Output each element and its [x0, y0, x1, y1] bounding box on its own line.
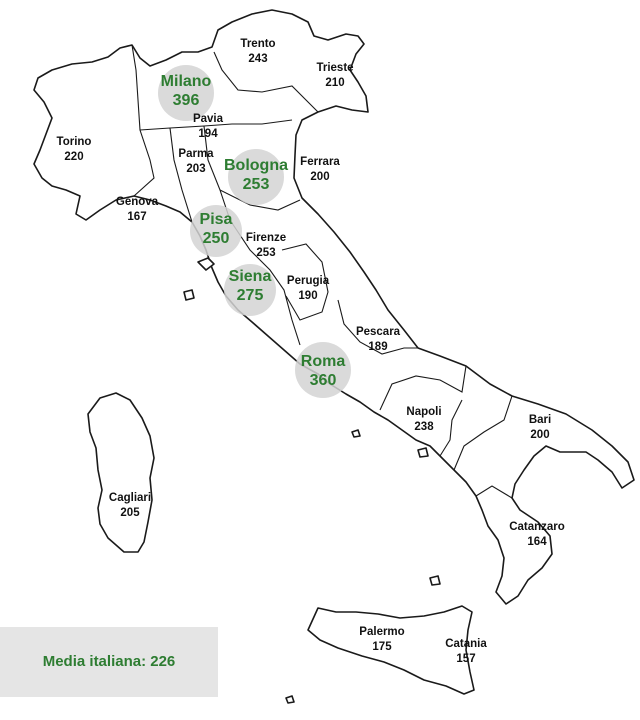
city-label-parma: Parma 203 — [178, 148, 214, 175]
city-label-napoli: Napoli 238 — [406, 406, 442, 433]
city-label-bologna: Bologna 253 — [224, 157, 288, 193]
city-label-milano: Milano 396 — [160, 73, 212, 109]
city-label-siena: Siena 275 — [228, 268, 272, 304]
small-island — [418, 448, 428, 457]
city-label-ferrara: Ferrara 200 — [300, 156, 340, 183]
city-label-pescara: Pescara 189 — [355, 326, 401, 353]
city-label-trieste: Trieste 210 — [316, 62, 354, 89]
sardinia — [88, 393, 154, 552]
average-legend-text: Media italiana: 226 — [42, 653, 176, 670]
city-label-palermo: Palermo 175 — [359, 626, 405, 653]
city-label-genova: Genova 167 — [115, 196, 159, 223]
small-island — [352, 430, 360, 437]
city-label-pisa: Pisa 250 — [199, 211, 233, 247]
small-island — [184, 290, 194, 300]
city-label-cagliari: Cagliari 205 — [108, 492, 152, 519]
city-label-trento: Trento 243 — [240, 38, 276, 65]
city-label-catanzaro: Catanzaro 164 — [509, 521, 565, 548]
small-island — [430, 576, 440, 585]
city-label-roma: Roma 360 — [300, 353, 346, 389]
city-label-bari: Bari 200 — [528, 414, 552, 441]
city-label-perugia: Perugia 190 — [286, 275, 330, 302]
small-island — [286, 696, 294, 703]
city-label-firenze: Firenze 253 — [245, 232, 287, 259]
average-legend — [0, 627, 218, 697]
city-label-torino: Torino 220 — [56, 136, 92, 163]
city-label-catania: Catania 157 — [445, 638, 487, 665]
city-label-pavia: Pavia 194 — [192, 113, 224, 140]
